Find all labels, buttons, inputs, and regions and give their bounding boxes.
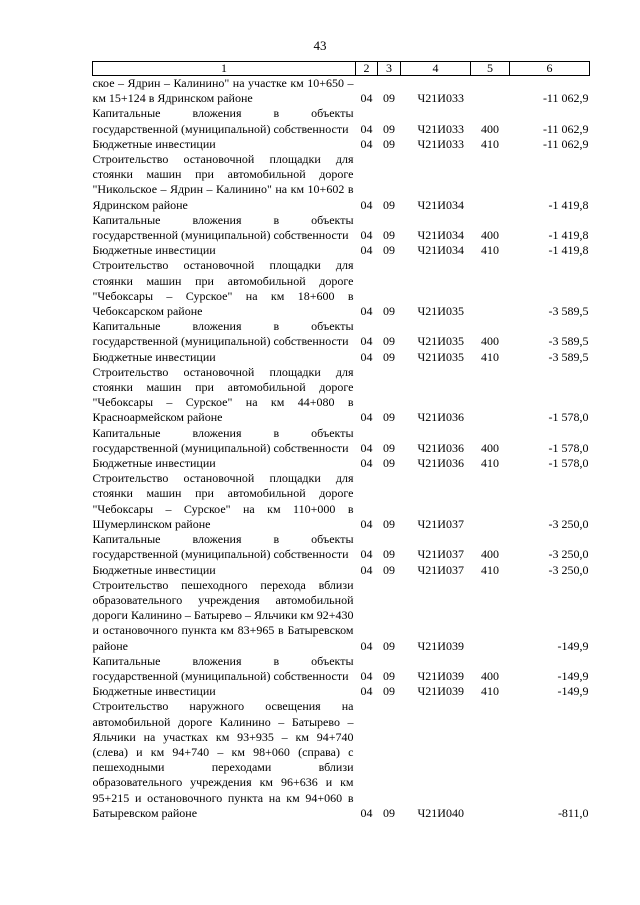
- row-subsection: 09: [383, 440, 395, 455]
- row-expense-type: 410: [481, 349, 499, 364]
- row-section: 04: [360, 228, 373, 243]
- row-name: Капитальные вложения в объекты государственной (муниципальной) собственности: [92, 532, 354, 562]
- row-section: 04: [360, 197, 373, 212]
- table-row: [93, 350, 590, 365]
- header-col-6: 6: [510, 62, 590, 76]
- row-section: 04: [360, 684, 373, 699]
- row-name: Строительство остановочной площадки для стоянки машин при автомобильной дороге "Чебоксары – Сурское" на км 44+080 в Красноармейском районе: [92, 364, 354, 425]
- header-col-2: 2: [356, 62, 378, 76]
- row-section: 04: [360, 440, 373, 455]
- table-row: [93, 106, 590, 136]
- row-subsection: 09: [383, 228, 395, 243]
- row-target-article: Ч21И040: [417, 805, 464, 820]
- row-expense-type: [471, 699, 510, 821]
- row-name: Строительство пешеходного перехода вблизи образовательного учреждения автомобильной дороги Калинино – Батырево – Яльчики км 92+430 и остановочного пункта км 83+965 в Батыревском районе: [92, 577, 354, 653]
- row-target-article: Ч21И039: [417, 684, 464, 699]
- table-row: [93, 532, 590, 562]
- row-section: 04: [360, 243, 373, 258]
- row-subsection: 09: [383, 456, 395, 471]
- row-amount: -11 062,9: [542, 136, 589, 151]
- row-name: Бюджетные инвестиции: [92, 136, 216, 151]
- row-target-article: Ч21И035: [417, 349, 464, 364]
- row-name: Бюджетные инвестиции: [92, 349, 216, 364]
- row-subsection: 09: [383, 243, 395, 258]
- table-row: [93, 319, 590, 349]
- row-name: Строительство наружного освещения на автомобильной дороге Калинино – Батырево – Яльчики на участках км 93+935 – км 94+740 (слева) и км 94+740 – км 98+060 (справа) с пешеходными переходами вблизи образовательного учреждения км 96+636 и км 95+215 и остановочного пункта на км 94+060 в Батыревском районе: [92, 699, 354, 820]
- budget-table: [92, 61, 590, 821]
- row-target-article: Ч21И036: [417, 456, 464, 471]
- row-name: Строительство остановочной площадки для стоянки машин при автомобильной дороге "Никольское – Ядрин – Калинино" на км 10+602 в Ядринском районе: [92, 152, 354, 212]
- row-expense-type: 400: [481, 668, 499, 683]
- row-target-article: Ч21И033: [417, 136, 464, 151]
- row-expense-type: [471, 258, 510, 319]
- row-section: 04: [360, 547, 373, 562]
- row-target-article: Ч21И036: [417, 410, 464, 425]
- table-row: [93, 137, 590, 152]
- table-row: [93, 471, 590, 532]
- row-expense-type: 410: [481, 684, 499, 699]
- row-amount: -1 578,0: [548, 456, 589, 471]
- row-target-article: Ч21И039: [417, 668, 464, 683]
- row-amount: -149,9: [557, 684, 589, 699]
- row-subsection: 09: [383, 805, 395, 820]
- row-amount: -149,9: [557, 638, 589, 653]
- table-row: [93, 213, 590, 243]
- table-row: [93, 456, 590, 471]
- table-row: [93, 243, 590, 258]
- row-expense-type: 410: [481, 456, 499, 471]
- row-name: Бюджетные инвестиции: [92, 243, 216, 258]
- row-section: 04: [360, 456, 373, 471]
- table-row: [93, 684, 590, 699]
- row-name: Капитальные вложения в объекты государственной (муниципальной) собственности: [92, 212, 354, 243]
- table-row: [93, 563, 590, 578]
- row-amount: -1 419,8: [548, 243, 589, 258]
- row-name: Капитальные вложения в объекты государственной (муниципальной) собственности: [92, 106, 354, 136]
- row-section: 04: [360, 91, 373, 106]
- row-name: ское – Ядрин – Калинино" на участке км 10+650 – км 15+124 в Ядринском районе: [92, 76, 354, 106]
- header-col-4: 4: [401, 62, 471, 76]
- row-target-article: Ч21И037: [417, 547, 464, 562]
- row-subsection: 09: [383, 668, 395, 683]
- row-name: Капитальные вложения в объекты государственной (муниципальной) собственности: [92, 425, 354, 455]
- row-name: Капитальные вложения в объекты государственной (муниципальной) собственности: [92, 319, 354, 349]
- row-amount: -3 250,0: [548, 562, 589, 577]
- row-target-article: Ч21И034: [417, 228, 464, 243]
- row-expense-type: [471, 152, 510, 213]
- row-section: 04: [360, 121, 373, 136]
- row-subsection: 09: [383, 410, 395, 425]
- header-col-3: 3: [378, 62, 401, 76]
- row-target-article: Ч21И035: [417, 334, 464, 349]
- table-body: [93, 76, 590, 821]
- row-amount: -1 578,0: [548, 440, 589, 455]
- row-subsection: 09: [383, 547, 395, 562]
- row-section: 04: [360, 410, 373, 425]
- table-row: [93, 699, 590, 821]
- row-section: 04: [360, 304, 373, 319]
- row-expense-type: 400: [481, 121, 499, 136]
- row-subsection: 09: [383, 349, 395, 364]
- row-subsection: 09: [383, 197, 395, 212]
- row-expense-type: 410: [481, 562, 499, 577]
- row-expense-type: 400: [481, 228, 499, 243]
- table-row: [93, 365, 590, 426]
- row-section: 04: [360, 638, 373, 653]
- row-amount: -3 250,0: [548, 516, 589, 531]
- table-row: [93, 654, 590, 684]
- row-target-article: Ч21И039: [417, 638, 464, 653]
- row-expense-type: 410: [481, 243, 499, 258]
- table-row: [93, 578, 590, 654]
- row-section: 04: [360, 516, 373, 531]
- row-amount: -3 589,5: [548, 334, 589, 349]
- row-name: Строительство остановочной площадки для стоянки машин при автомобильной дороге "Чебоксары – Сурское" на км 18+600 в Чебоксарском районе: [92, 258, 354, 319]
- row-amount: -11 062,9: [542, 121, 589, 136]
- row-expense-type: 400: [481, 547, 499, 562]
- row-section: 04: [360, 805, 373, 820]
- row-target-article: Ч21И036: [417, 440, 464, 455]
- page-number: 43: [313, 38, 327, 53]
- row-expense-type: [471, 365, 510, 426]
- row-section: 04: [360, 349, 373, 364]
- row-subsection: 09: [383, 91, 395, 106]
- row-subsection: 09: [383, 121, 395, 136]
- table-row: [93, 76, 590, 107]
- row-subsection: 09: [383, 136, 395, 151]
- row-expense-type: 400: [481, 334, 499, 349]
- row-expense-type: 400: [481, 440, 499, 455]
- row-amount: -1 419,8: [548, 197, 589, 212]
- row-expense-type: [471, 471, 510, 532]
- row-amount: -149,9: [557, 668, 589, 683]
- row-name: Бюджетные инвестиции: [92, 684, 216, 699]
- table-row: [93, 152, 590, 213]
- row-name: Бюджетные инвестиции: [92, 562, 216, 577]
- row-target-article: Ч21И037: [417, 516, 464, 531]
- row-amount: -11 062,9: [542, 91, 589, 106]
- table-row: [93, 426, 590, 456]
- row-amount: -3 589,5: [548, 304, 589, 319]
- row-target-article: Ч21И034: [417, 243, 464, 258]
- row-section: 04: [360, 562, 373, 577]
- row-expense-type: [471, 578, 510, 654]
- row-target-article: Ч21И034: [417, 197, 464, 212]
- row-expense-type: [471, 76, 510, 107]
- row-section: 04: [360, 334, 373, 349]
- header-col-5: 5: [471, 62, 510, 76]
- table-row: [93, 258, 590, 319]
- row-amount: -3 589,5: [548, 349, 589, 364]
- row-subsection: 09: [383, 516, 395, 531]
- row-amount: -3 250,0: [548, 547, 589, 562]
- row-amount: -1 419,8: [548, 228, 589, 243]
- row-subsection: 09: [383, 562, 395, 577]
- row-target-article: Ч21И033: [417, 91, 464, 106]
- row-subsection: 09: [383, 638, 395, 653]
- row-name: Бюджетные инвестиции: [92, 456, 216, 471]
- row-amount: -811,0: [557, 805, 589, 820]
- header-col-1: 1: [93, 62, 356, 76]
- row-name: Капитальные вложения в объекты государственной (муниципальной) собственности: [92, 653, 354, 683]
- row-section: 04: [360, 136, 373, 151]
- table-header-row: [93, 62, 590, 76]
- row-subsection: 09: [383, 684, 395, 699]
- row-name: Строительство остановочной площадки для стоянки машин при автомобильной дороге "Чебоксары – Сурское" на км 110+000 в Шумерлинском районе: [92, 471, 354, 531]
- row-target-article: Ч21И033: [417, 121, 464, 136]
- row-amount: -1 578,0: [548, 410, 589, 425]
- row-expense-type: 410: [481, 136, 499, 151]
- row-target-article: Ч21И035: [417, 304, 464, 319]
- row-section: 04: [360, 668, 373, 683]
- row-subsection: 09: [383, 334, 395, 349]
- row-target-article: Ч21И037: [417, 562, 464, 577]
- row-subsection: 09: [383, 304, 395, 319]
